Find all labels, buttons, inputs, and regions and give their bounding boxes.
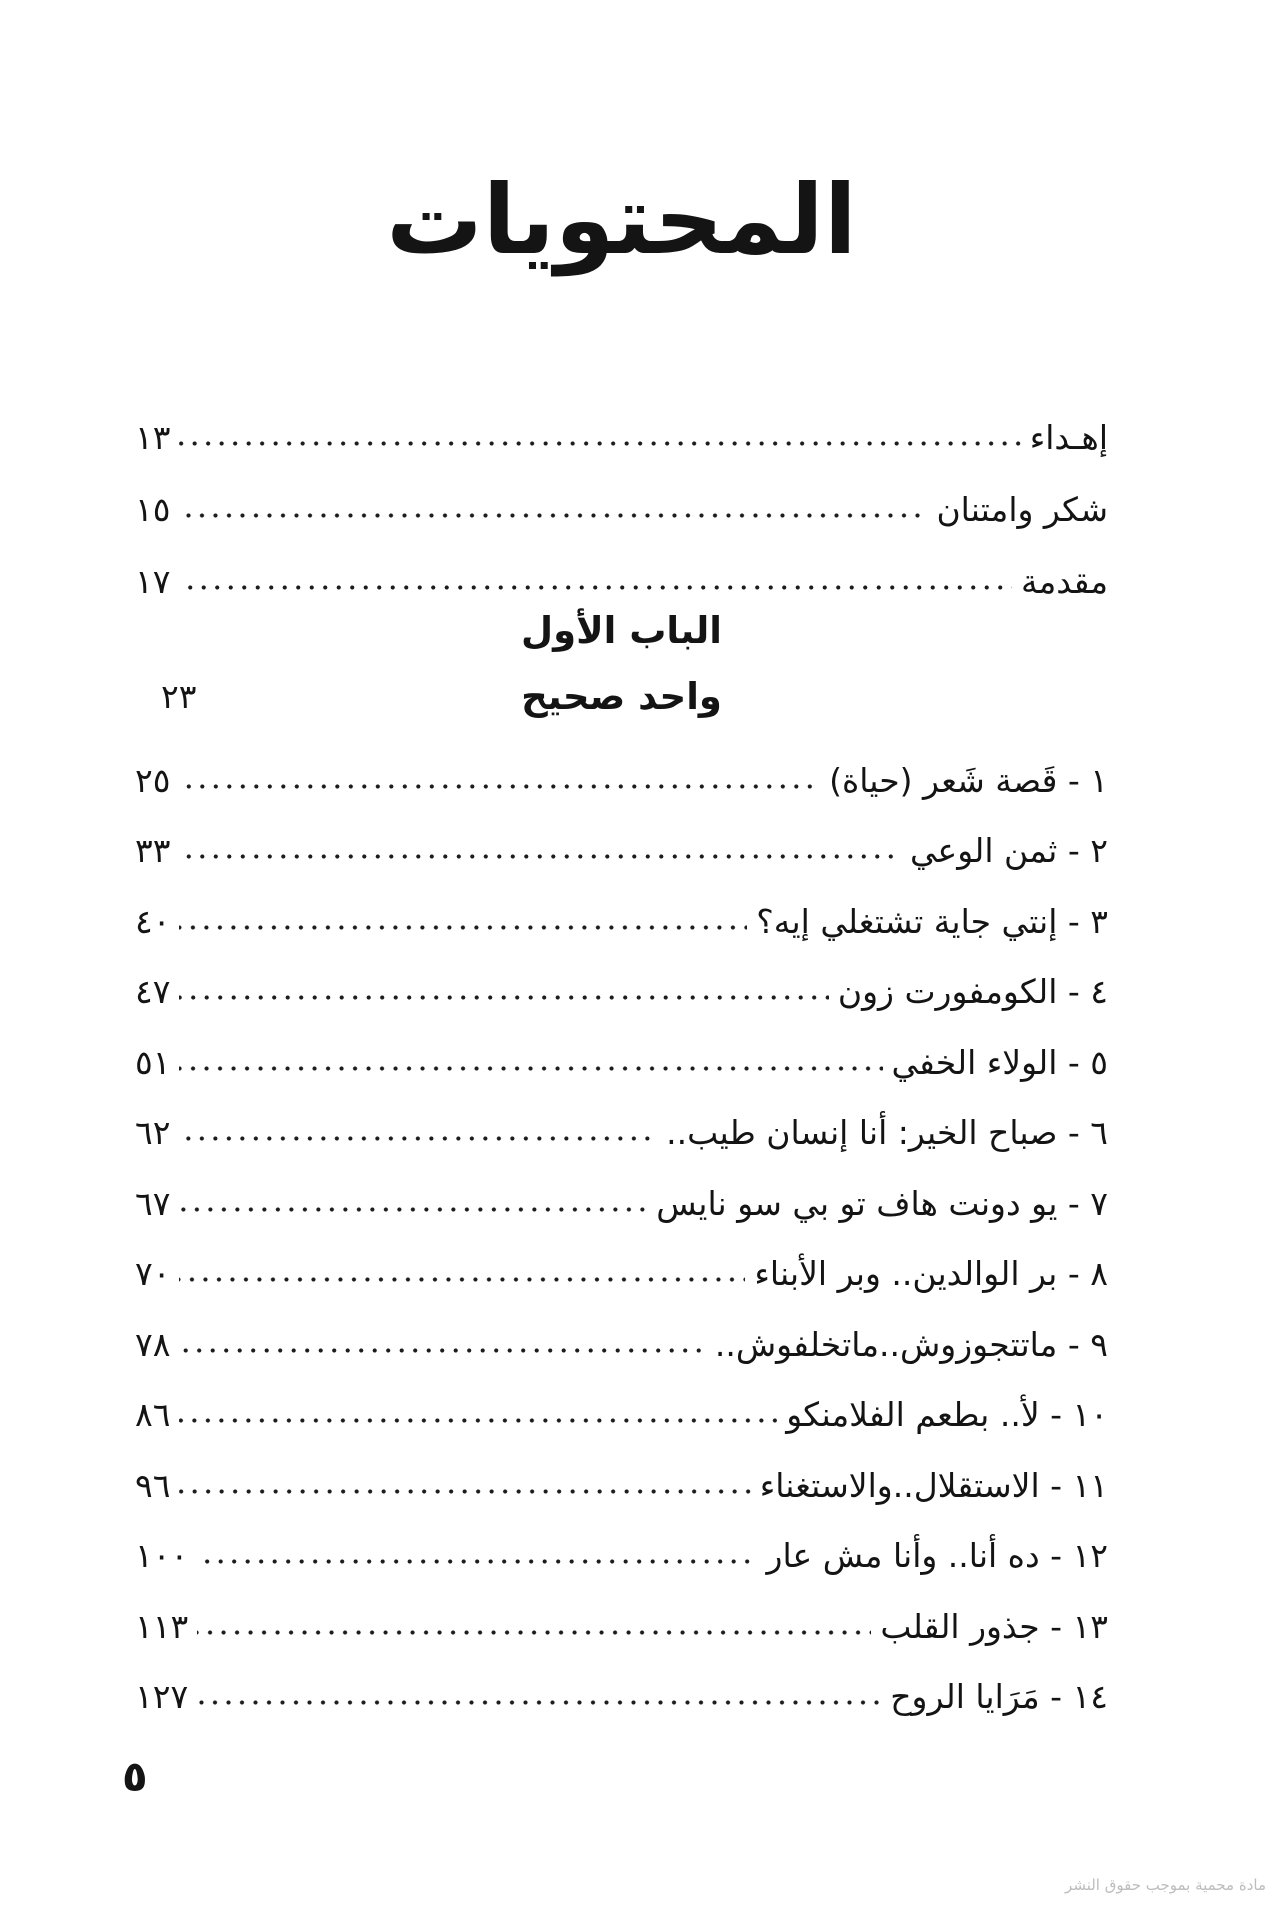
toc-item-title: مقدمة — [1020, 562, 1108, 602]
dotted-leader — [179, 513, 927, 518]
toc-item-page: ٦٧ — [135, 1183, 171, 1223]
copyright-notice: مادة محمية بموجب حقوق النشر — [1065, 1876, 1266, 1894]
toc-item-title: إهـداء — [1029, 418, 1108, 458]
toc-item — [135, 1022, 1108, 1093]
toc-item — [135, 1093, 1108, 1164]
toc-item — [135, 1234, 1108, 1305]
toc-item-page: ١٢٧ — [135, 1677, 189, 1717]
toc-item-title: ١ - قَصة شَعر (حياة) — [829, 760, 1108, 800]
dotted-leader — [179, 995, 828, 1000]
toc-item-page: ٧٠ — [135, 1254, 171, 1294]
dotted-leader — [179, 1207, 647, 1212]
toc-front-list — [135, 396, 1108, 612]
toc-item — [135, 1516, 1108, 1587]
toc-item — [135, 1445, 1108, 1516]
toc-item — [135, 811, 1108, 882]
toc-item-page: ٩٦ — [135, 1465, 171, 1505]
chapter-page-number: ٢٣ — [161, 677, 197, 716]
toc-item-page: ١٥ — [135, 490, 171, 530]
toc-item-title: ٣ - إنتي جاية تشتغلي إيه؟ — [756, 901, 1108, 941]
dotted-leader — [197, 1559, 757, 1564]
toc-item-page: ١٣ — [135, 418, 171, 458]
toc-item-title: ١١ - الاستقلال..والاستغناء — [759, 1465, 1108, 1505]
dotted-leader — [179, 784, 820, 789]
toc-item-title: ٤ - الكومفورت زون — [837, 972, 1108, 1012]
dotted-leader — [179, 1066, 882, 1071]
toc-item-page: ١٧ — [135, 562, 171, 602]
toc-item — [135, 1657, 1108, 1728]
dotted-leader — [179, 441, 1020, 446]
dotted-leader — [197, 1630, 871, 1635]
toc-item — [135, 881, 1108, 952]
chapter-heading — [135, 598, 1108, 730]
toc-item-title: ١٣ - جذور القلب — [880, 1606, 1108, 1646]
toc-item-page: ٢٥ — [135, 760, 171, 800]
toc-item-title: شكر وامتنان — [936, 490, 1108, 530]
dotted-leader — [179, 854, 901, 859]
toc-item — [135, 740, 1108, 811]
toc-item-title: ٨ - بر الوالدين.. وبر الأبناء — [754, 1254, 1108, 1294]
toc-item-page: ١٠٠ — [135, 1536, 189, 1576]
chapter-title-line1: الباب الأول — [521, 609, 722, 652]
toc-item — [135, 1586, 1108, 1657]
page-title: المحتويات — [386, 164, 857, 276]
dotted-leader — [179, 1277, 745, 1282]
toc-content — [135, 0, 1108, 1920]
dotted-leader — [179, 1348, 705, 1353]
toc-item-title: ١٢ - ده أنا.. وأنا مش عار — [766, 1536, 1108, 1576]
toc-item — [135, 952, 1108, 1023]
toc-item — [135, 1163, 1108, 1234]
toc-item — [135, 396, 1108, 468]
dotted-leader — [179, 1418, 777, 1423]
dotted-leader — [179, 925, 747, 930]
toc-item-page: ٣٣ — [135, 831, 171, 871]
dotted-leader — [179, 585, 1011, 590]
dotted-leader — [179, 1489, 750, 1494]
toc-item-title: ٧ - يو دونت هاف تو بي سو نايس — [656, 1183, 1108, 1223]
chapter-title-row — [135, 664, 1108, 730]
dotted-leader — [179, 1136, 657, 1141]
chapter-title-line2: واحد صحيح — [521, 675, 722, 718]
toc-item-title: ١٤ - مَرَايا الروح — [890, 1677, 1108, 1717]
toc-main-list — [135, 740, 1108, 1727]
toc-item — [135, 1375, 1108, 1446]
toc-item-page: ٥١ — [135, 1042, 171, 1082]
toc-item — [135, 1304, 1108, 1375]
toc-item-page: ٦٢ — [135, 1113, 171, 1153]
toc-item-title: ٩ - ماتتجوزوش..ماتخلفوش.. — [714, 1324, 1108, 1364]
toc-item-title: ٢ - ثمن الوعي — [910, 831, 1108, 871]
toc-item-page: ٤٧ — [135, 972, 171, 1012]
toc-item-page: ٧٨ — [135, 1324, 171, 1364]
toc-item-page: ٨٦ — [135, 1395, 171, 1435]
toc-item — [135, 468, 1108, 540]
page-number: ٥ — [122, 1752, 148, 1801]
dotted-leader — [197, 1700, 881, 1705]
toc-item-title: ٥ - الولاء الخفي — [891, 1042, 1108, 1082]
toc-item-title: ١٠ - لأ.. بطعم الفلامنكو — [786, 1395, 1108, 1435]
toc-item-title: ٦ - صباح الخير: أنا إنسان طيب.. — [666, 1113, 1108, 1153]
toc-item-page: ١١٣ — [135, 1606, 189, 1646]
toc-item-page: ٤٠ — [135, 901, 171, 941]
